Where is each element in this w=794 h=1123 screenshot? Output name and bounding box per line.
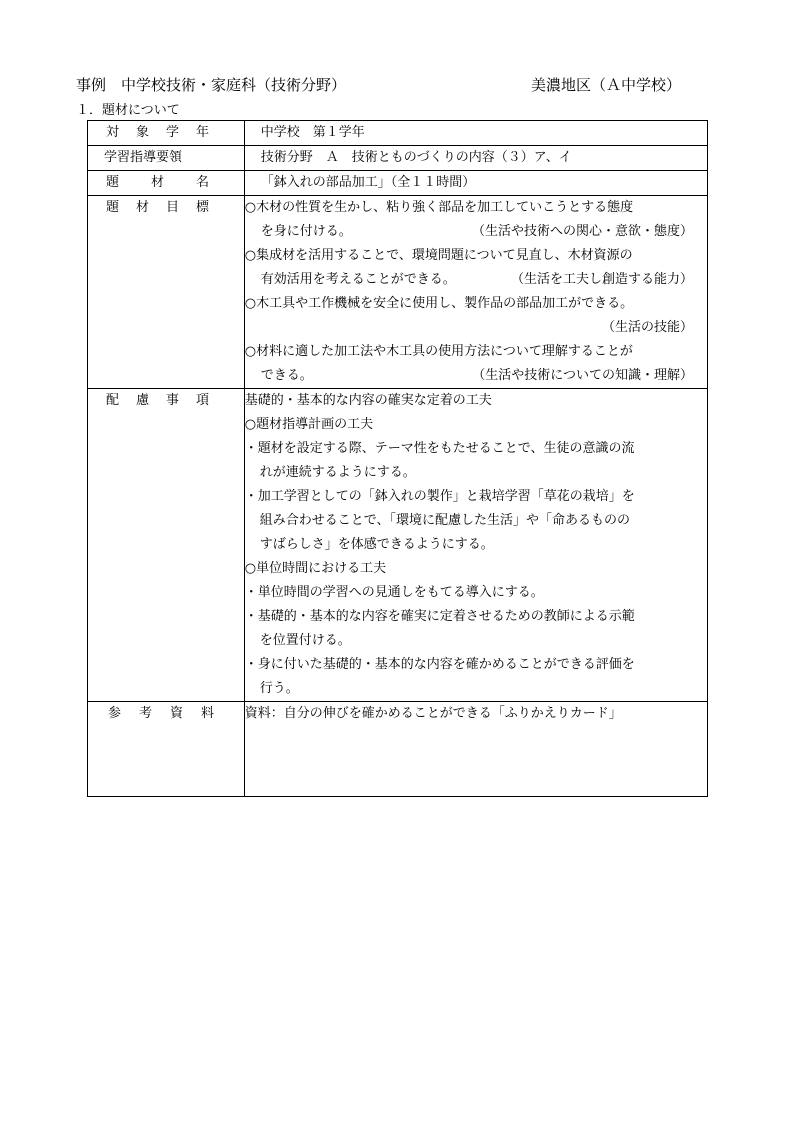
bullet-line: ・基礎的・基本的な内容を確実に定着させるための教師による示範 xyxy=(244,609,635,624)
goal-item xyxy=(245,196,707,244)
goal-line: ○材料に適した加工法や木工具の使用方法について理解することが xyxy=(244,344,633,359)
label-cell xyxy=(88,121,245,146)
goal-perspective-note: （生活や技術への関心・意欲・態度） xyxy=(471,224,693,239)
label-char: 資 xyxy=(169,706,183,721)
value-cell xyxy=(244,196,707,389)
label-char: 考 xyxy=(138,706,152,721)
considerations-intro: 基礎的・基本的な内容の確実な定着の工夫 xyxy=(244,393,492,408)
goal-line-continued xyxy=(245,220,707,244)
section-heading: １．題材について xyxy=(76,103,180,118)
goal-line: ○木工具や工作機械を安全に使用し、製作品の部品加工ができる。 xyxy=(244,296,634,311)
bullet-line: ・加工学習としての「鉢入れの製作」と栽培学習「草花の栽培」を xyxy=(244,489,635,504)
bullet-line-continued: れが連続するようにする。 xyxy=(259,465,416,480)
label-cell xyxy=(88,702,245,797)
goal-perspective-note: （生活を工夫し創造する能力） xyxy=(510,272,693,287)
goal-line-continued xyxy=(245,316,707,340)
bullet-line: ・身に付いた基礎的・基本的な内容を確かめることができる評価を xyxy=(244,657,635,672)
list-item xyxy=(245,485,707,557)
goal-perspective-note: （生活や技術についての知識・理解） xyxy=(472,368,693,383)
label-char: 学 xyxy=(165,125,179,140)
goal-line-continued xyxy=(245,364,707,388)
goal-line: ○木材の性質を生かし、粘り強く部品を加工していこうとする態度 xyxy=(244,200,634,215)
subject-name-value: 「鉢入れの部品加工」（全１１時間） xyxy=(260,175,476,190)
document-title: 事例 中学校技術・家庭科（技術分野） xyxy=(76,76,347,94)
goal-item xyxy=(245,244,707,292)
label-char: 目 xyxy=(165,200,179,215)
label-cell xyxy=(88,171,245,196)
subject-info-table xyxy=(87,120,708,797)
table-row-considerations xyxy=(88,389,708,702)
label-char: 配 xyxy=(106,393,120,408)
value-cell xyxy=(244,171,707,196)
label-cell xyxy=(88,196,245,389)
subject-name-label xyxy=(88,171,209,195)
bullet-line-continued: 組み合わせることで、「環境に配慮した生活」や「命あるものの xyxy=(259,513,631,528)
value-cell xyxy=(244,121,707,146)
goal-text: できる。 xyxy=(260,368,313,383)
bullet-line-continued: すばらしさ」を体感できるようにする。 xyxy=(259,537,494,552)
bullet-line-continued: 行う。 xyxy=(259,681,299,696)
bullet-line-continued: を位置付ける。 xyxy=(259,633,351,648)
table-row-subject-name xyxy=(88,171,708,196)
label-char: 慮 xyxy=(135,393,149,408)
considerations-label xyxy=(88,389,209,413)
table-row-target-grade xyxy=(88,121,708,146)
goal-text: を身に付ける。 xyxy=(260,224,352,239)
table-row-references xyxy=(88,702,708,797)
label-char: 材 xyxy=(150,175,164,190)
goals-label xyxy=(88,196,209,220)
label-char: 題 xyxy=(106,175,120,190)
goal-line: ○集成材を活用することで、環境問題について見直し、木材資源の xyxy=(244,248,633,263)
goal-text: 有効活用を考えることができる。 xyxy=(260,272,456,287)
bullet-line: ・題材を設定する際、テーマ性をもたせることで、生徒の意識の流 xyxy=(244,441,635,456)
value-cell xyxy=(244,146,707,171)
goal-item xyxy=(245,292,707,340)
label-char: 標 xyxy=(195,200,209,215)
value-cell xyxy=(244,389,707,702)
references-value: 資料：自分の伸びを確かめることができる「ふりかえりカード」 xyxy=(244,706,622,721)
table-row-course-of-study xyxy=(88,146,708,171)
label-char: 年 xyxy=(195,125,209,140)
list-item xyxy=(245,437,707,485)
list-item xyxy=(245,581,707,605)
label-char: 象 xyxy=(135,125,149,140)
course-of-study-value: 技術分野 Ａ 技術とものづくりの内容（３）ア、イ xyxy=(260,150,572,165)
target-grade-label xyxy=(88,121,209,145)
list-item xyxy=(245,653,707,701)
goal-line-continued xyxy=(245,268,707,292)
goal-perspective-note: （生活の技能） xyxy=(601,320,693,335)
bullet-line: ・単位時間の学習への見通しをもてる導入にする。 xyxy=(244,585,544,600)
label-cell xyxy=(88,146,245,171)
label-char: 対 xyxy=(106,125,120,140)
label-char: 題 xyxy=(106,200,120,215)
lesson-heading: ○単位時間における工夫 xyxy=(244,561,387,576)
label-char: 材 xyxy=(135,200,149,215)
label-char: 名 xyxy=(195,175,209,190)
course-of-study-label: 学習指導要領 xyxy=(104,150,183,165)
list-item xyxy=(245,605,707,653)
references-label xyxy=(88,702,214,726)
plan-heading: ○題材指導計画の工夫 xyxy=(244,417,374,432)
label-char: 事 xyxy=(165,393,179,408)
label-char: 料 xyxy=(200,706,214,721)
region-label: 美濃地区（Ａ中学校） xyxy=(531,76,682,94)
label-char: 参 xyxy=(108,706,122,721)
goal-item xyxy=(245,340,707,388)
label-char: 項 xyxy=(195,393,209,408)
table-row-goals xyxy=(88,196,708,389)
label-cell xyxy=(88,389,245,702)
value-cell xyxy=(244,702,707,797)
target-grade-value: 中学校 第１学年 xyxy=(260,125,365,140)
